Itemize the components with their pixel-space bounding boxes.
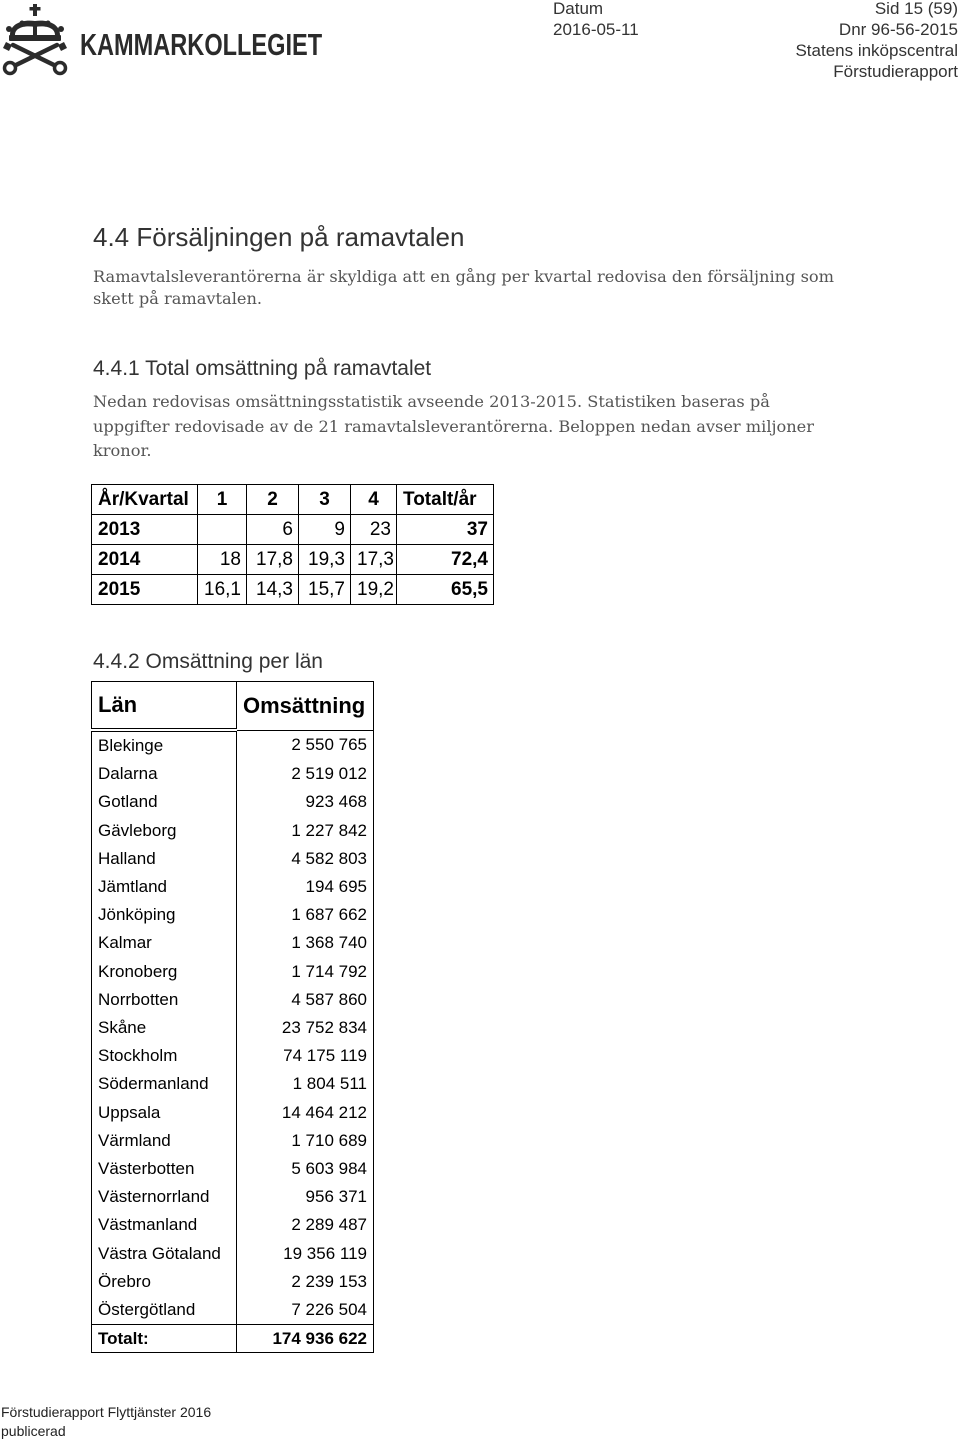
header-quarter-2: 2 xyxy=(247,485,299,515)
subsection-heading-county: 4.4.2 Omsättning per län xyxy=(93,650,323,673)
footer-title: Förstudierapport Flyttjänster 2016 xyxy=(1,1404,212,1420)
county-name: Östergötland xyxy=(92,1296,237,1325)
quarter-3-cell: 15,7 xyxy=(299,575,351,605)
year-cell: 2013 xyxy=(92,515,198,545)
county-turnover-table xyxy=(91,681,374,1353)
county-turnover: 7 226 504 xyxy=(237,1296,374,1325)
table-header-row xyxy=(92,485,494,515)
header-quarter-4: 4 xyxy=(351,485,397,515)
table-row xyxy=(92,545,494,575)
county-turnover: 4 582 803 xyxy=(237,845,374,873)
county-row xyxy=(92,817,374,845)
table-header-row xyxy=(92,682,374,731)
county-name: Stockholm xyxy=(92,1042,237,1070)
county-row xyxy=(92,901,374,929)
text-line: kronor. xyxy=(93,441,152,460)
page-footer xyxy=(1,1403,211,1441)
county-turnover: 14 464 212 xyxy=(237,1099,374,1127)
quarter-2-cell: 17,8 xyxy=(247,545,299,575)
quarter-4-cell: 19,2 xyxy=(351,575,397,605)
county-row xyxy=(92,788,374,816)
county-row xyxy=(92,730,374,760)
county-name: Värmland xyxy=(92,1127,237,1155)
county-name: Dalarna xyxy=(92,760,237,788)
quarter-1-cell xyxy=(198,515,247,545)
header-county: Län xyxy=(92,682,237,731)
county-name: Västra Götaland xyxy=(92,1240,237,1268)
county-name: Västernorrland xyxy=(92,1183,237,1211)
county-turnover: 1 687 662 xyxy=(237,901,374,929)
section-intro xyxy=(93,266,834,310)
county-turnover: 19 356 119 xyxy=(237,1240,374,1268)
county-row xyxy=(92,845,374,873)
header-turnover: Omsättning xyxy=(237,682,374,731)
header-year-quarter: År/Kvartal xyxy=(92,485,198,515)
quarter-3-cell: 9 xyxy=(299,515,351,545)
county-row xyxy=(92,760,374,788)
county-row xyxy=(92,1183,374,1211)
county-row xyxy=(92,1127,374,1155)
county-turnover: 2 289 487 xyxy=(237,1211,374,1239)
county-row xyxy=(92,958,374,986)
header-date-block xyxy=(553,0,639,40)
intro-line: skett på ramavtalen. xyxy=(93,289,263,308)
county-row xyxy=(92,1099,374,1127)
county-row xyxy=(92,1014,374,1042)
year-total-cell: 65,5 xyxy=(397,575,494,605)
page-number: Sid 15 (59) xyxy=(874,0,958,18)
year-total-cell: 72,4 xyxy=(397,545,494,575)
header-quarter-3: 3 xyxy=(299,485,351,515)
annual-turnover-table xyxy=(91,484,494,605)
table-row xyxy=(92,575,494,605)
county-name: Norrbotten xyxy=(92,986,237,1014)
text-line: uppgifter redovisade av de 21 ramavtalsleverantörerna. Beloppen nedan avser miljoner xyxy=(93,416,814,436)
header-meta-block xyxy=(795,0,958,82)
county-turnover: 956 371 xyxy=(237,1183,374,1211)
registration-number: Dnr 96-56-2015 xyxy=(838,20,958,39)
county-name: Västmanland xyxy=(92,1211,237,1239)
table-row xyxy=(92,515,494,545)
header-quarter-1: 1 xyxy=(198,485,247,515)
county-name: Uppsala xyxy=(92,1099,237,1127)
county-name: Gotland xyxy=(92,788,237,816)
county-turnover: 2 550 765 xyxy=(237,730,374,760)
year-cell: 2015 xyxy=(92,575,198,605)
county-name: Västerbotten xyxy=(92,1155,237,1183)
year-total-cell: 37 xyxy=(397,515,494,545)
county-name: Södermanland xyxy=(92,1070,237,1098)
county-row xyxy=(92,873,374,901)
quarter-2-cell: 14,3 xyxy=(247,575,299,605)
quarter-3-cell: 19,3 xyxy=(299,545,351,575)
date-value: 2016-05-11 xyxy=(553,20,639,39)
county-turnover: 194 695 xyxy=(237,873,374,901)
county-row xyxy=(92,1211,374,1239)
county-turnover: 923 468 xyxy=(237,788,374,816)
county-turnover: 2 519 012 xyxy=(237,760,374,788)
county-row xyxy=(92,1042,374,1070)
quarter-4-cell: 23 xyxy=(351,515,397,545)
county-name: Blekinge xyxy=(92,730,237,760)
county-row xyxy=(92,1070,374,1098)
footer-status: publicerad xyxy=(1,1423,66,1439)
county-turnover: 2 239 153 xyxy=(237,1268,374,1296)
county-name: Jönköping xyxy=(92,901,237,929)
county-turnover: 1 710 689 xyxy=(237,1127,374,1155)
quarter-4-cell: 17,3 xyxy=(351,545,397,575)
county-turnover: 1 714 792 xyxy=(237,958,374,986)
document-type: Förstudierapport xyxy=(833,62,958,81)
text-line: Nedan redovisas omsättningsstatistik avseende 2013-2015. Statistiken baseras på xyxy=(93,392,770,411)
total-row xyxy=(92,1325,374,1353)
county-row xyxy=(92,1155,374,1183)
quarter-2-cell: 6 xyxy=(247,515,299,545)
county-turnover: 1 227 842 xyxy=(237,817,374,845)
county-row xyxy=(92,1296,374,1325)
county-name: Örebro xyxy=(92,1268,237,1296)
subsection-heading-total: 4.4.1 Total omsättning på ramavtalet xyxy=(93,357,432,380)
header-total-per-year: Totalt/år xyxy=(397,485,494,515)
year-cell: 2014 xyxy=(92,545,198,575)
county-turnover: 1 804 511 xyxy=(237,1070,374,1098)
subsection-text xyxy=(93,390,814,464)
crown-and-keys-icon xyxy=(0,4,70,76)
intro-line: Ramavtalsleverantörerna är skyldiga att en gång per kvartal redovisa den försäljning som xyxy=(93,267,834,286)
total-value: 174 936 622 xyxy=(237,1325,374,1353)
county-turnover: 5 603 984 xyxy=(237,1155,374,1183)
county-row xyxy=(92,986,374,1014)
organization-unit: Statens inköpscentral xyxy=(795,41,958,60)
county-name: Skåne xyxy=(92,1014,237,1042)
county-turnover: 23 752 834 xyxy=(237,1014,374,1042)
quarter-1-cell: 16,1 xyxy=(198,575,247,605)
county-name: Halland xyxy=(92,845,237,873)
county-turnover: 74 175 119 xyxy=(237,1042,374,1070)
county-name: Jämtland xyxy=(92,873,237,901)
section-heading: 4.4 Försäljningen på ramavtalen xyxy=(93,222,465,252)
county-turnover: 4 587 860 xyxy=(237,986,374,1014)
county-row xyxy=(92,1240,374,1268)
county-row xyxy=(92,1268,374,1296)
date-label: Datum xyxy=(553,0,604,18)
total-label: Totalt: xyxy=(92,1325,237,1353)
county-row xyxy=(92,929,374,957)
logo-text: KAMMARKOLLEGIET xyxy=(80,27,323,62)
quarter-1-cell: 18 xyxy=(198,545,247,575)
county-name: Gävleborg xyxy=(92,817,237,845)
county-name: Kronoberg xyxy=(92,958,237,986)
county-turnover: 1 368 740 xyxy=(237,929,374,957)
county-name: Kalmar xyxy=(92,929,237,957)
